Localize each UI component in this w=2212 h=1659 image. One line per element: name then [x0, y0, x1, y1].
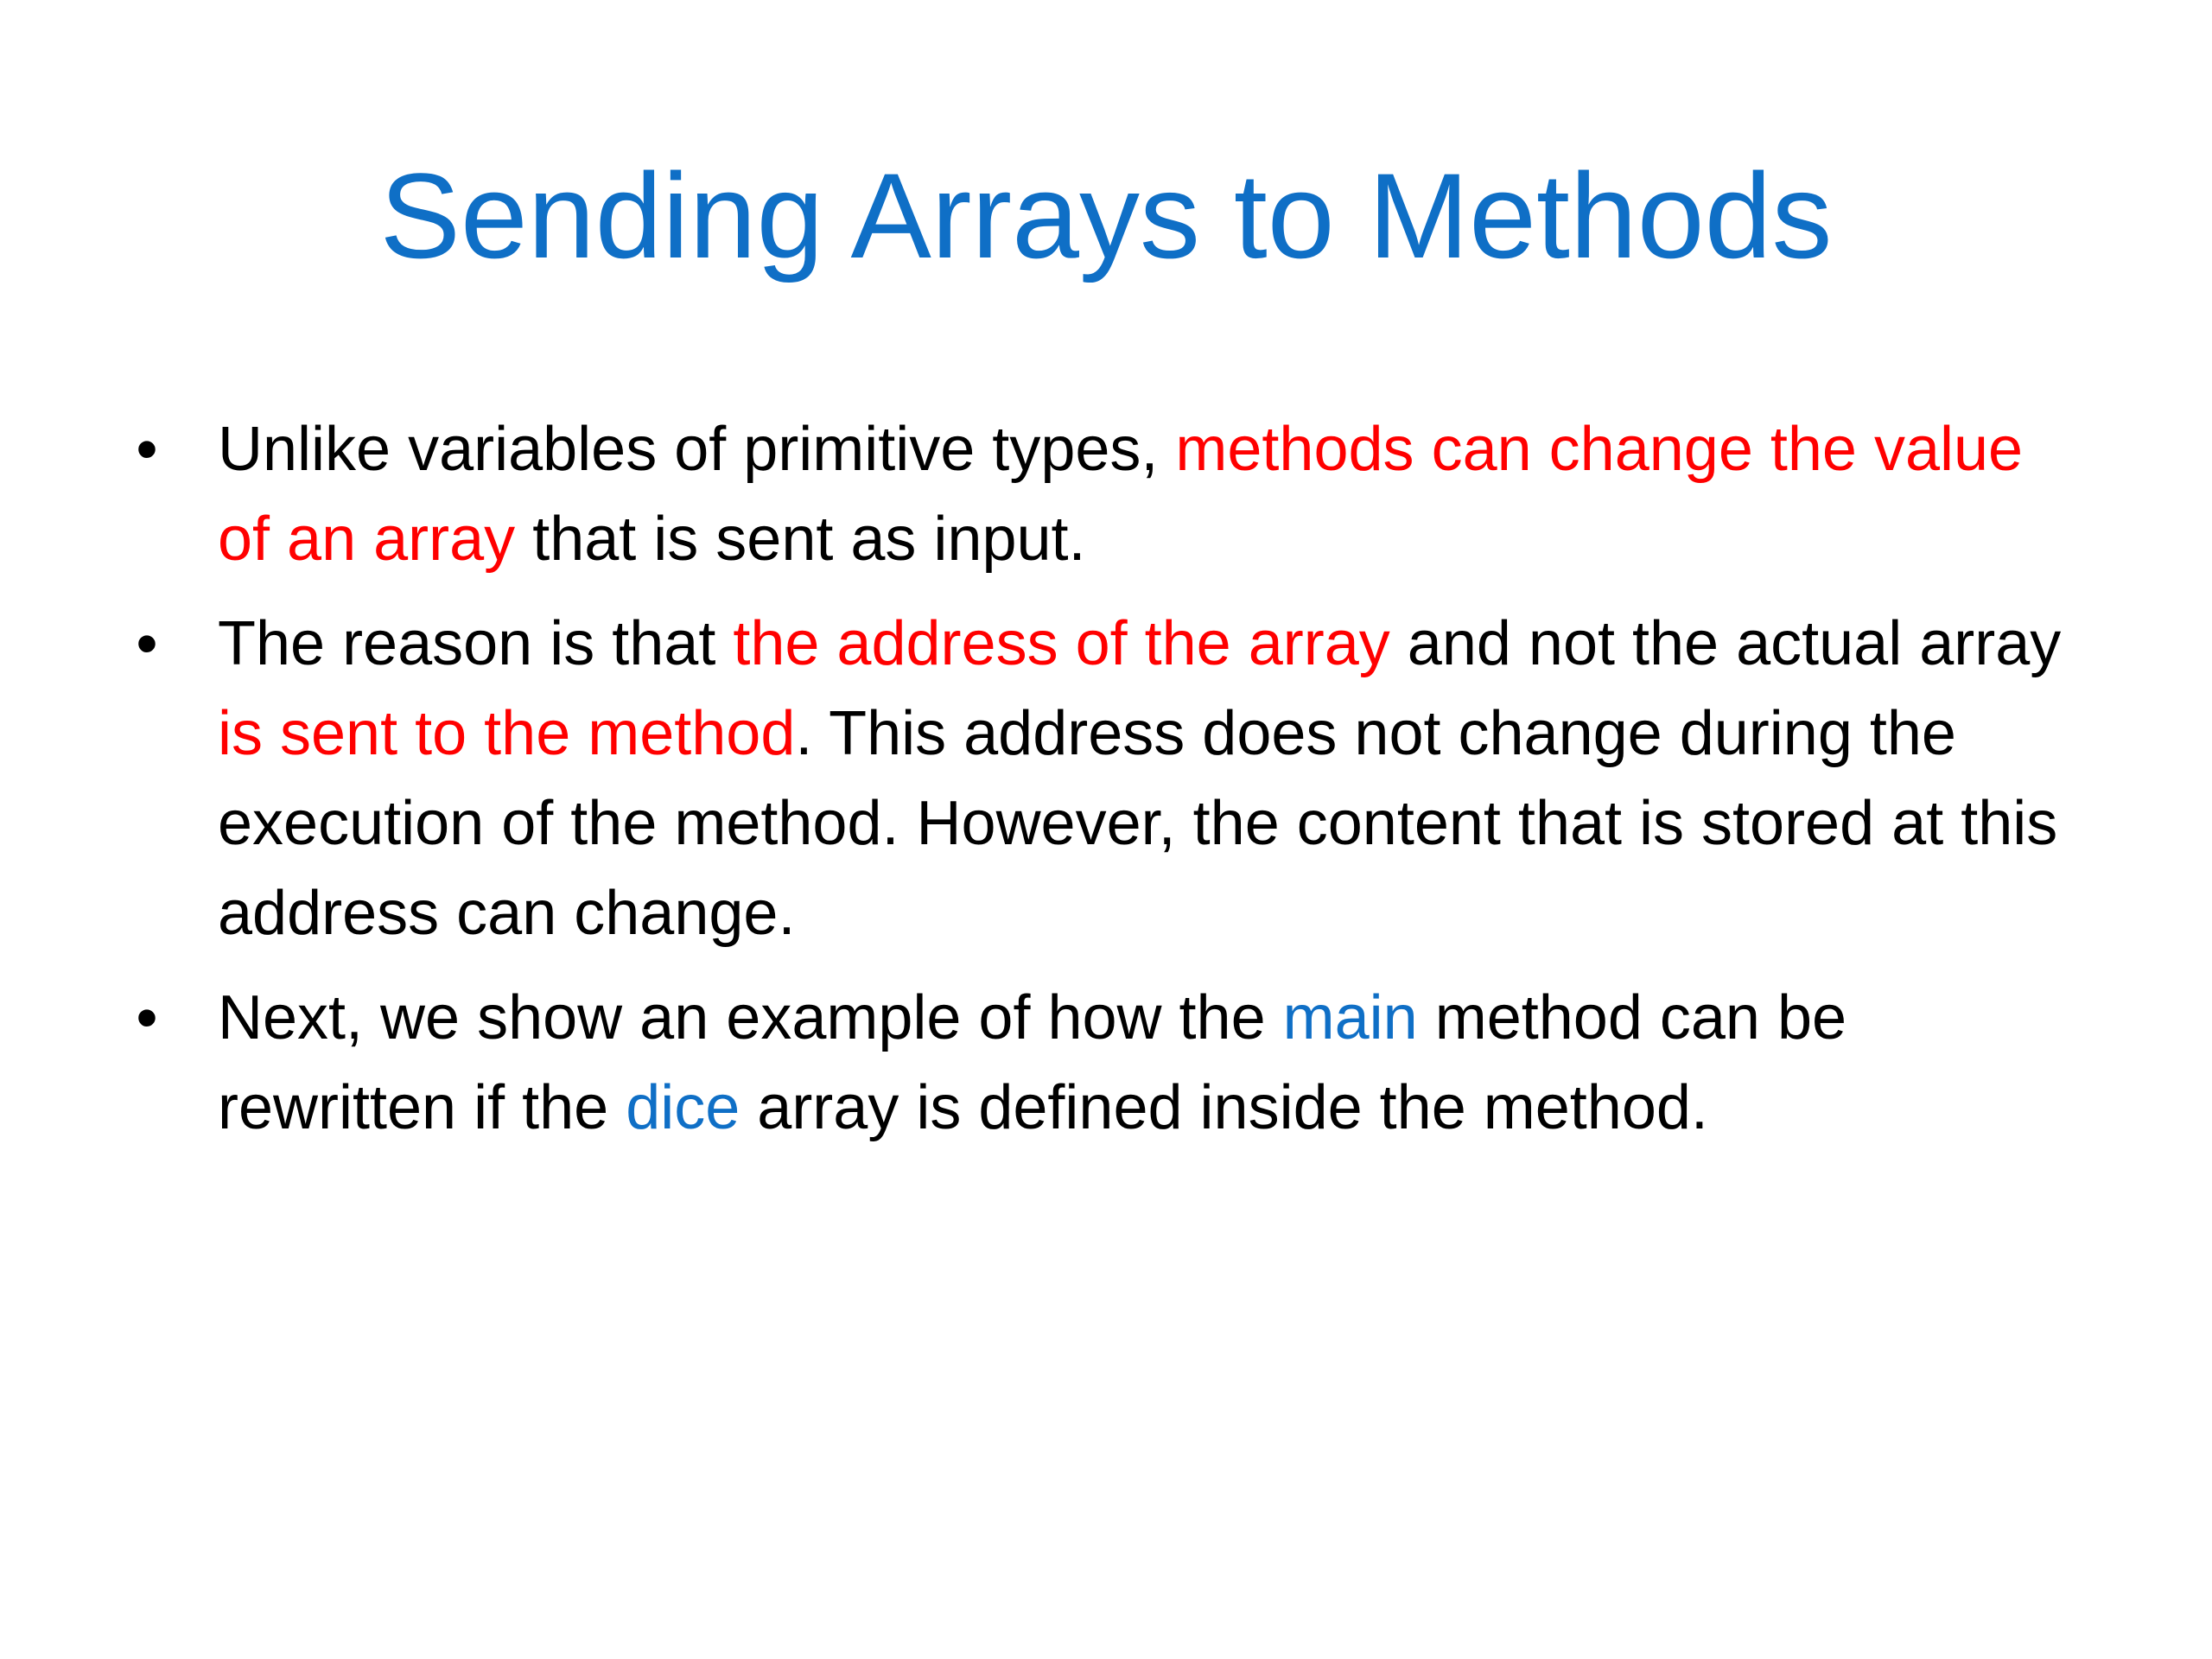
- bullet-3-text-2: method can be rewritten if the: [218, 983, 1847, 1142]
- bullet-2-highlight-1: the address of the array: [733, 609, 1390, 678]
- bullet-list: [130, 404, 2082, 1167]
- bullet-3-text-1: Next, we show an example of how the: [218, 983, 1283, 1052]
- bullet-3-keyword-main: main: [1282, 983, 1418, 1052]
- bullet-1-text-2: that is sent as input.: [515, 505, 1086, 574]
- bullet-icon: •: [136, 983, 158, 1052]
- bullet-item-3: [130, 973, 2082, 1153]
- bullet-2-highlight-2: is sent to the method: [218, 699, 796, 768]
- bullet-2-text-2: and not the actual array: [1389, 609, 2062, 678]
- bullet-item-2: [130, 599, 2082, 958]
- bullet-3-text-3: array is defined inside the method.: [740, 1073, 1708, 1142]
- bullet-item-1: [130, 404, 2082, 584]
- bullet-1-highlight: methods can change the value of an array: [218, 415, 2024, 574]
- bullet-icon: •: [136, 415, 158, 484]
- slide-title: Sending Arrays to Methods: [379, 148, 1833, 283]
- bullet-3-keyword-dice: dice: [626, 1073, 741, 1142]
- bullet-1-text-1: Unlike variables of primitive types,: [218, 415, 1176, 484]
- bullet-2-text-3: . This address does not change during the execution of the method. However, the content that is stored at this address can change.: [218, 699, 2058, 948]
- bullet-icon: •: [136, 609, 158, 678]
- bullet-2-text-1: The reason is that: [218, 609, 734, 678]
